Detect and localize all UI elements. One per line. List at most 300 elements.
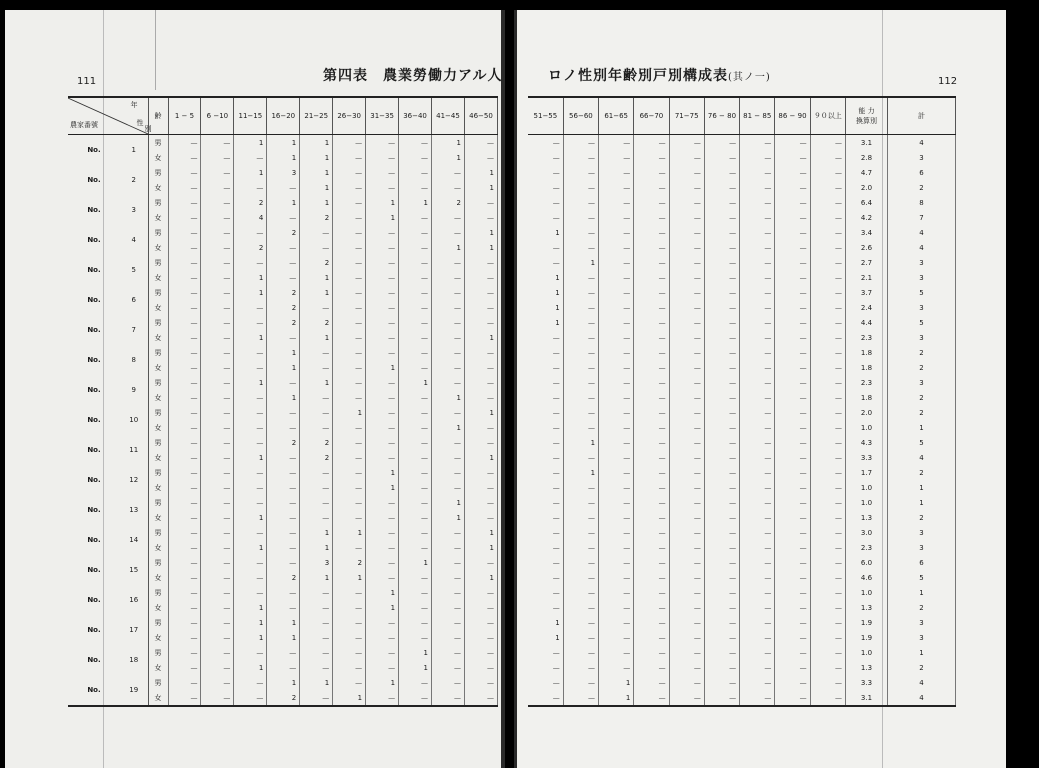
ratio-cell: 1.9 bbox=[846, 630, 888, 645]
table-row bbox=[528, 405, 956, 420]
table-cell: — bbox=[267, 330, 300, 345]
table-row bbox=[68, 555, 498, 570]
table-cell: — bbox=[528, 510, 563, 525]
table-cell: — bbox=[810, 360, 845, 375]
table-cell: — bbox=[528, 555, 563, 570]
household-label: No. bbox=[87, 356, 101, 364]
table-cell: — bbox=[810, 315, 845, 330]
column-header: ９０以上 bbox=[810, 97, 845, 135]
table-cell: — bbox=[333, 495, 366, 510]
table-cell: — bbox=[634, 690, 669, 706]
table-row bbox=[528, 345, 956, 360]
table-cell: — bbox=[563, 555, 598, 570]
table-cell: — bbox=[300, 600, 333, 615]
table-row bbox=[68, 195, 498, 210]
table-cell: — bbox=[168, 300, 201, 315]
table-cell: — bbox=[366, 285, 399, 300]
table-cell: — bbox=[168, 345, 201, 360]
household-number: 14 bbox=[129, 536, 139, 544]
table-cell: — bbox=[810, 345, 845, 360]
table-cell: — bbox=[399, 450, 432, 465]
ratio-cell: 1.8 bbox=[846, 345, 888, 360]
table-cell: — bbox=[168, 315, 201, 330]
table-cell: — bbox=[399, 435, 432, 450]
table-cell: 1 bbox=[432, 495, 465, 510]
table-cell: — bbox=[634, 435, 669, 450]
table-row bbox=[68, 165, 498, 180]
table-cell: — bbox=[669, 225, 704, 240]
sex-label: 女 bbox=[148, 690, 168, 706]
ratio-cell: 1.8 bbox=[846, 360, 888, 375]
sex-label: 女 bbox=[148, 300, 168, 315]
table-cell: — bbox=[775, 555, 810, 570]
table-cell: — bbox=[333, 645, 366, 660]
column-header: 11−15 bbox=[234, 97, 267, 135]
household-label: No. bbox=[87, 476, 101, 484]
column-header: 56−60 bbox=[563, 97, 598, 135]
table-cell: — bbox=[234, 480, 267, 495]
table-cell: — bbox=[366, 300, 399, 315]
table-cell: — bbox=[399, 525, 432, 540]
table-cell: — bbox=[740, 660, 775, 675]
table-cell: — bbox=[333, 255, 366, 270]
table-cell: 1 bbox=[464, 405, 497, 420]
table-cell: 1 bbox=[432, 135, 465, 151]
table-cell: 1 bbox=[599, 675, 634, 690]
ratio-cell: 3.4 bbox=[846, 225, 888, 240]
table-row bbox=[528, 615, 956, 630]
table-cell: — bbox=[563, 360, 598, 375]
table-cell: — bbox=[432, 180, 465, 195]
right-title-text: ロノ性別年齢別戸別構成表 bbox=[548, 68, 728, 84]
table-cell: — bbox=[300, 465, 333, 480]
table-cell: — bbox=[201, 300, 234, 315]
sex-label: 男 bbox=[148, 285, 168, 300]
table-row bbox=[528, 660, 956, 675]
table-cell: — bbox=[563, 495, 598, 510]
table-cell: — bbox=[201, 540, 234, 555]
table-cell: — bbox=[669, 495, 704, 510]
table-cell: — bbox=[563, 660, 598, 675]
table-cell: — bbox=[201, 180, 234, 195]
table-cell: — bbox=[634, 135, 669, 151]
table-cell: — bbox=[267, 660, 300, 675]
table-cell: — bbox=[810, 660, 845, 675]
household-label: No. bbox=[87, 416, 101, 424]
table-cell: — bbox=[775, 195, 810, 210]
table-cell: — bbox=[168, 660, 201, 675]
table-cell: — bbox=[201, 465, 234, 480]
table-row bbox=[68, 465, 498, 480]
table-cell: — bbox=[810, 150, 845, 165]
table-cell: — bbox=[669, 210, 704, 225]
table-cell: — bbox=[399, 315, 432, 330]
household-number: 16 bbox=[129, 596, 139, 604]
table-cell: — bbox=[464, 210, 497, 225]
table-cell: 2 bbox=[267, 570, 300, 585]
table-cell: 1 bbox=[267, 195, 300, 210]
table-cell: — bbox=[234, 495, 267, 510]
table-cell: — bbox=[464, 600, 497, 615]
left-table bbox=[68, 96, 498, 707]
table-cell: — bbox=[810, 420, 845, 435]
table-cell: — bbox=[201, 360, 234, 375]
table-cell: — bbox=[810, 600, 845, 615]
table-row bbox=[68, 645, 498, 660]
table-cell: — bbox=[399, 630, 432, 645]
sex-label: 男 bbox=[148, 675, 168, 690]
table-cell: 1 bbox=[563, 435, 598, 450]
total-cell: 3 bbox=[888, 615, 956, 630]
right-title-suffix: (其ノ一) bbox=[728, 72, 771, 83]
table-cell: — bbox=[775, 285, 810, 300]
table-cell: 1 bbox=[234, 540, 267, 555]
ratio-cell: 1.0 bbox=[846, 480, 888, 495]
table-cell: — bbox=[810, 300, 845, 315]
column-header: 21−25 bbox=[300, 97, 333, 135]
table-cell: — bbox=[634, 420, 669, 435]
table-cell: — bbox=[366, 165, 399, 180]
table-cell: — bbox=[399, 360, 432, 375]
sex-label: 女 bbox=[148, 570, 168, 585]
ratio-cell: 1.8 bbox=[846, 390, 888, 405]
table-cell: 1 bbox=[464, 570, 497, 585]
total-cell: 4 bbox=[888, 240, 956, 255]
table-row bbox=[68, 495, 498, 510]
table-cell: — bbox=[528, 345, 563, 360]
table-cell: — bbox=[464, 390, 497, 405]
table-corner bbox=[68, 97, 152, 135]
table-cell: — bbox=[267, 600, 300, 615]
sex-label: 女 bbox=[148, 540, 168, 555]
table-cell: — bbox=[528, 600, 563, 615]
table-cell: — bbox=[201, 390, 234, 405]
table-cell: — bbox=[464, 150, 497, 165]
table-cell: — bbox=[810, 675, 845, 690]
sex-label: 男 bbox=[148, 405, 168, 420]
table-cell: 1 bbox=[399, 645, 432, 660]
table-row bbox=[68, 525, 498, 540]
table-cell: — bbox=[704, 315, 739, 330]
table-row bbox=[68, 675, 498, 690]
table-cell: — bbox=[740, 540, 775, 555]
ratio-cell: 1.0 bbox=[846, 585, 888, 600]
table-cell: — bbox=[168, 255, 201, 270]
table-cell: — bbox=[168, 450, 201, 465]
table-cell: — bbox=[634, 630, 669, 645]
table-cell: — bbox=[740, 375, 775, 390]
table-cell: — bbox=[168, 135, 201, 151]
table-cell: — bbox=[399, 480, 432, 495]
table-cell: — bbox=[432, 405, 465, 420]
household-number: 11 bbox=[129, 446, 139, 454]
table-cell: — bbox=[775, 630, 810, 645]
table-cell: — bbox=[669, 360, 704, 375]
table-cell: — bbox=[201, 195, 234, 210]
table-cell: — bbox=[399, 135, 432, 151]
sex-label: 男 bbox=[148, 345, 168, 360]
table-cell: — bbox=[300, 225, 333, 240]
column-header: 16−20 bbox=[267, 97, 300, 135]
table-cell: — bbox=[399, 510, 432, 525]
table-cell: 1 bbox=[432, 240, 465, 255]
household-label: No. bbox=[87, 656, 101, 664]
table-cell: — bbox=[740, 480, 775, 495]
table-cell: — bbox=[300, 585, 333, 600]
table-cell: — bbox=[634, 390, 669, 405]
table-cell: — bbox=[432, 435, 465, 450]
table-cell: — bbox=[599, 390, 634, 405]
table-cell: — bbox=[669, 570, 704, 585]
table-cell: — bbox=[634, 555, 669, 570]
sex-label: 女 bbox=[148, 180, 168, 195]
table-cell: — bbox=[669, 600, 704, 615]
table-cell: — bbox=[740, 630, 775, 645]
table-cell: — bbox=[333, 585, 366, 600]
table-cell: — bbox=[333, 630, 366, 645]
table-cell: — bbox=[669, 150, 704, 165]
table-cell: — bbox=[599, 180, 634, 195]
total-cell: 3 bbox=[888, 150, 956, 165]
table-cell: — bbox=[168, 495, 201, 510]
total-cell: 5 bbox=[888, 315, 956, 330]
ratio-cell: 2.4 bbox=[846, 300, 888, 315]
table-cell: — bbox=[528, 570, 563, 585]
table-cell: — bbox=[634, 330, 669, 345]
table-cell: — bbox=[201, 690, 234, 706]
table-cell: 2 bbox=[267, 285, 300, 300]
total-cell: 3 bbox=[888, 270, 956, 285]
table-cell: — bbox=[234, 645, 267, 660]
table-cell: — bbox=[634, 375, 669, 390]
table-cell: — bbox=[563, 195, 598, 210]
table-cell: — bbox=[464, 360, 497, 375]
table-cell: — bbox=[634, 570, 669, 585]
table-cell: — bbox=[168, 525, 201, 540]
table-cell: — bbox=[634, 270, 669, 285]
table-row bbox=[528, 195, 956, 210]
ratio-cell: 1.0 bbox=[846, 495, 888, 510]
table-cell: — bbox=[528, 165, 563, 180]
table-cell: — bbox=[775, 675, 810, 690]
table-cell: — bbox=[267, 465, 300, 480]
table-cell: — bbox=[333, 240, 366, 255]
table-cell: — bbox=[599, 315, 634, 330]
total-cell: 1 bbox=[888, 420, 956, 435]
sex-label: 女 bbox=[148, 210, 168, 225]
ratio-cell: 2.0 bbox=[846, 405, 888, 420]
table-cell: 1 bbox=[366, 600, 399, 615]
table-cell: — bbox=[775, 360, 810, 375]
table-cell: — bbox=[704, 615, 739, 630]
table-cell: — bbox=[432, 630, 465, 645]
table-cell: — bbox=[201, 615, 234, 630]
table-cell: — bbox=[775, 135, 810, 151]
table-cell: 1 bbox=[267, 135, 300, 151]
table-cell: — bbox=[599, 195, 634, 210]
table-cell: — bbox=[333, 195, 366, 210]
table-cell: — bbox=[634, 150, 669, 165]
table-cell: — bbox=[599, 570, 634, 585]
table-cell: — bbox=[168, 225, 201, 240]
table-cell: — bbox=[634, 480, 669, 495]
ratio-cell: 2.6 bbox=[846, 240, 888, 255]
table-cell: — bbox=[333, 435, 366, 450]
table-cell: — bbox=[267, 240, 300, 255]
table-cell: — bbox=[810, 495, 845, 510]
table-cell: 1 bbox=[563, 465, 598, 480]
table-cell: — bbox=[563, 600, 598, 615]
table-cell: — bbox=[464, 630, 497, 645]
table-cell: — bbox=[267, 255, 300, 270]
table-cell: — bbox=[810, 285, 845, 300]
table-cell: — bbox=[267, 480, 300, 495]
table-cell: — bbox=[300, 615, 333, 630]
table-cell: — bbox=[201, 525, 234, 540]
table-cell: 2 bbox=[300, 210, 333, 225]
table-cell: 1 bbox=[234, 135, 267, 151]
table-cell: — bbox=[201, 585, 234, 600]
table-cell: — bbox=[399, 495, 432, 510]
table-cell: — bbox=[563, 675, 598, 690]
table-row bbox=[528, 540, 956, 555]
table-cell: 1 bbox=[300, 270, 333, 285]
table-cell: — bbox=[599, 525, 634, 540]
table-cell: — bbox=[168, 180, 201, 195]
table-row bbox=[528, 420, 956, 435]
table-cell: — bbox=[168, 405, 201, 420]
table-cell: — bbox=[366, 375, 399, 390]
table-cell: — bbox=[528, 585, 563, 600]
sex-label: 女 bbox=[148, 330, 168, 345]
table-cell: — bbox=[775, 210, 810, 225]
table-cell: — bbox=[528, 330, 563, 345]
table-cell: — bbox=[634, 285, 669, 300]
table-cell: — bbox=[775, 330, 810, 345]
table-cell: — bbox=[399, 225, 432, 240]
household-label: No. bbox=[87, 536, 101, 544]
table-cell: — bbox=[234, 150, 267, 165]
table-cell: — bbox=[366, 630, 399, 645]
sex-label: 女 bbox=[148, 450, 168, 465]
table-cell: — bbox=[234, 585, 267, 600]
table-cell: — bbox=[740, 195, 775, 210]
household-label: No. bbox=[87, 386, 101, 394]
table-cell: — bbox=[168, 600, 201, 615]
table-cell: — bbox=[775, 180, 810, 195]
table-cell: — bbox=[333, 315, 366, 330]
table-cell: — bbox=[234, 690, 267, 706]
ratio-cell: 6.0 bbox=[846, 555, 888, 570]
table-cell: — bbox=[669, 285, 704, 300]
table-cell: 2 bbox=[267, 300, 300, 315]
table-cell: — bbox=[669, 165, 704, 180]
table-cell: — bbox=[599, 345, 634, 360]
table-cell: — bbox=[399, 390, 432, 405]
table-cell: — bbox=[563, 180, 598, 195]
table-cell: — bbox=[669, 255, 704, 270]
table-cell: — bbox=[528, 210, 563, 225]
table-cell: — bbox=[267, 525, 300, 540]
table-cell: 1 bbox=[267, 675, 300, 690]
total-cell: 1 bbox=[888, 495, 956, 510]
table-cell: — bbox=[599, 405, 634, 420]
household-number: 18 bbox=[129, 656, 139, 664]
table-cell: 2 bbox=[432, 195, 465, 210]
table-row bbox=[528, 645, 956, 660]
table-cell: 1 bbox=[333, 405, 366, 420]
table-cell: — bbox=[432, 300, 465, 315]
table-cell: — bbox=[464, 270, 497, 285]
table-row bbox=[528, 225, 956, 240]
column-header: 26−30 bbox=[333, 97, 366, 135]
table-cell: — bbox=[333, 420, 366, 435]
table-cell: — bbox=[704, 555, 739, 570]
table-cell: — bbox=[432, 540, 465, 555]
sex-label: 男 bbox=[148, 255, 168, 270]
household-label: No. bbox=[87, 506, 101, 514]
table-cell: — bbox=[634, 255, 669, 270]
corner-label-age: 年 bbox=[130, 101, 138, 109]
table-cell: 2 bbox=[300, 450, 333, 465]
table-cell: — bbox=[366, 555, 399, 570]
table-cell: — bbox=[704, 540, 739, 555]
table-cell: — bbox=[704, 330, 739, 345]
table-cell: — bbox=[634, 675, 669, 690]
table-cell: — bbox=[810, 555, 845, 570]
table-cell: — bbox=[599, 240, 634, 255]
table-cell: — bbox=[399, 585, 432, 600]
table-cell: — bbox=[201, 255, 234, 270]
table-cell: — bbox=[528, 525, 563, 540]
column-header: 71−75 bbox=[669, 97, 704, 135]
ratio-cell: 3.3 bbox=[846, 450, 888, 465]
table-cell: — bbox=[599, 480, 634, 495]
table-cell: — bbox=[563, 285, 598, 300]
table-cell: — bbox=[201, 630, 234, 645]
table-cell: — bbox=[740, 510, 775, 525]
table-cell: — bbox=[201, 285, 234, 300]
table-cell: — bbox=[704, 420, 739, 435]
table-cell: — bbox=[704, 240, 739, 255]
total-cell: 4 bbox=[888, 450, 956, 465]
household-number: 2 bbox=[131, 176, 136, 184]
table-cell: — bbox=[669, 195, 704, 210]
ratio-cell: 3.0 bbox=[846, 525, 888, 540]
table-cell: — bbox=[704, 150, 739, 165]
table-cell: — bbox=[599, 360, 634, 375]
table-cell: — bbox=[432, 480, 465, 495]
household-label: No. bbox=[87, 266, 101, 274]
table-cell: — bbox=[464, 690, 497, 706]
table-cell: 2 bbox=[267, 315, 300, 330]
table-cell: 1 bbox=[333, 570, 366, 585]
table-cell: 1 bbox=[234, 285, 267, 300]
table-cell: — bbox=[634, 180, 669, 195]
table-cell: — bbox=[810, 270, 845, 285]
column-header: 46−50 bbox=[464, 97, 497, 135]
table-cell: — bbox=[634, 600, 669, 615]
table-cell: — bbox=[669, 390, 704, 405]
sex-label: 女 bbox=[148, 480, 168, 495]
table-cell: — bbox=[704, 600, 739, 615]
total-cell: 2 bbox=[888, 510, 956, 525]
table-cell: 1 bbox=[300, 150, 333, 165]
total-cell: 2 bbox=[888, 405, 956, 420]
table-cell: — bbox=[399, 165, 432, 180]
table-cell: — bbox=[563, 300, 598, 315]
table-cell: 1 bbox=[267, 615, 300, 630]
